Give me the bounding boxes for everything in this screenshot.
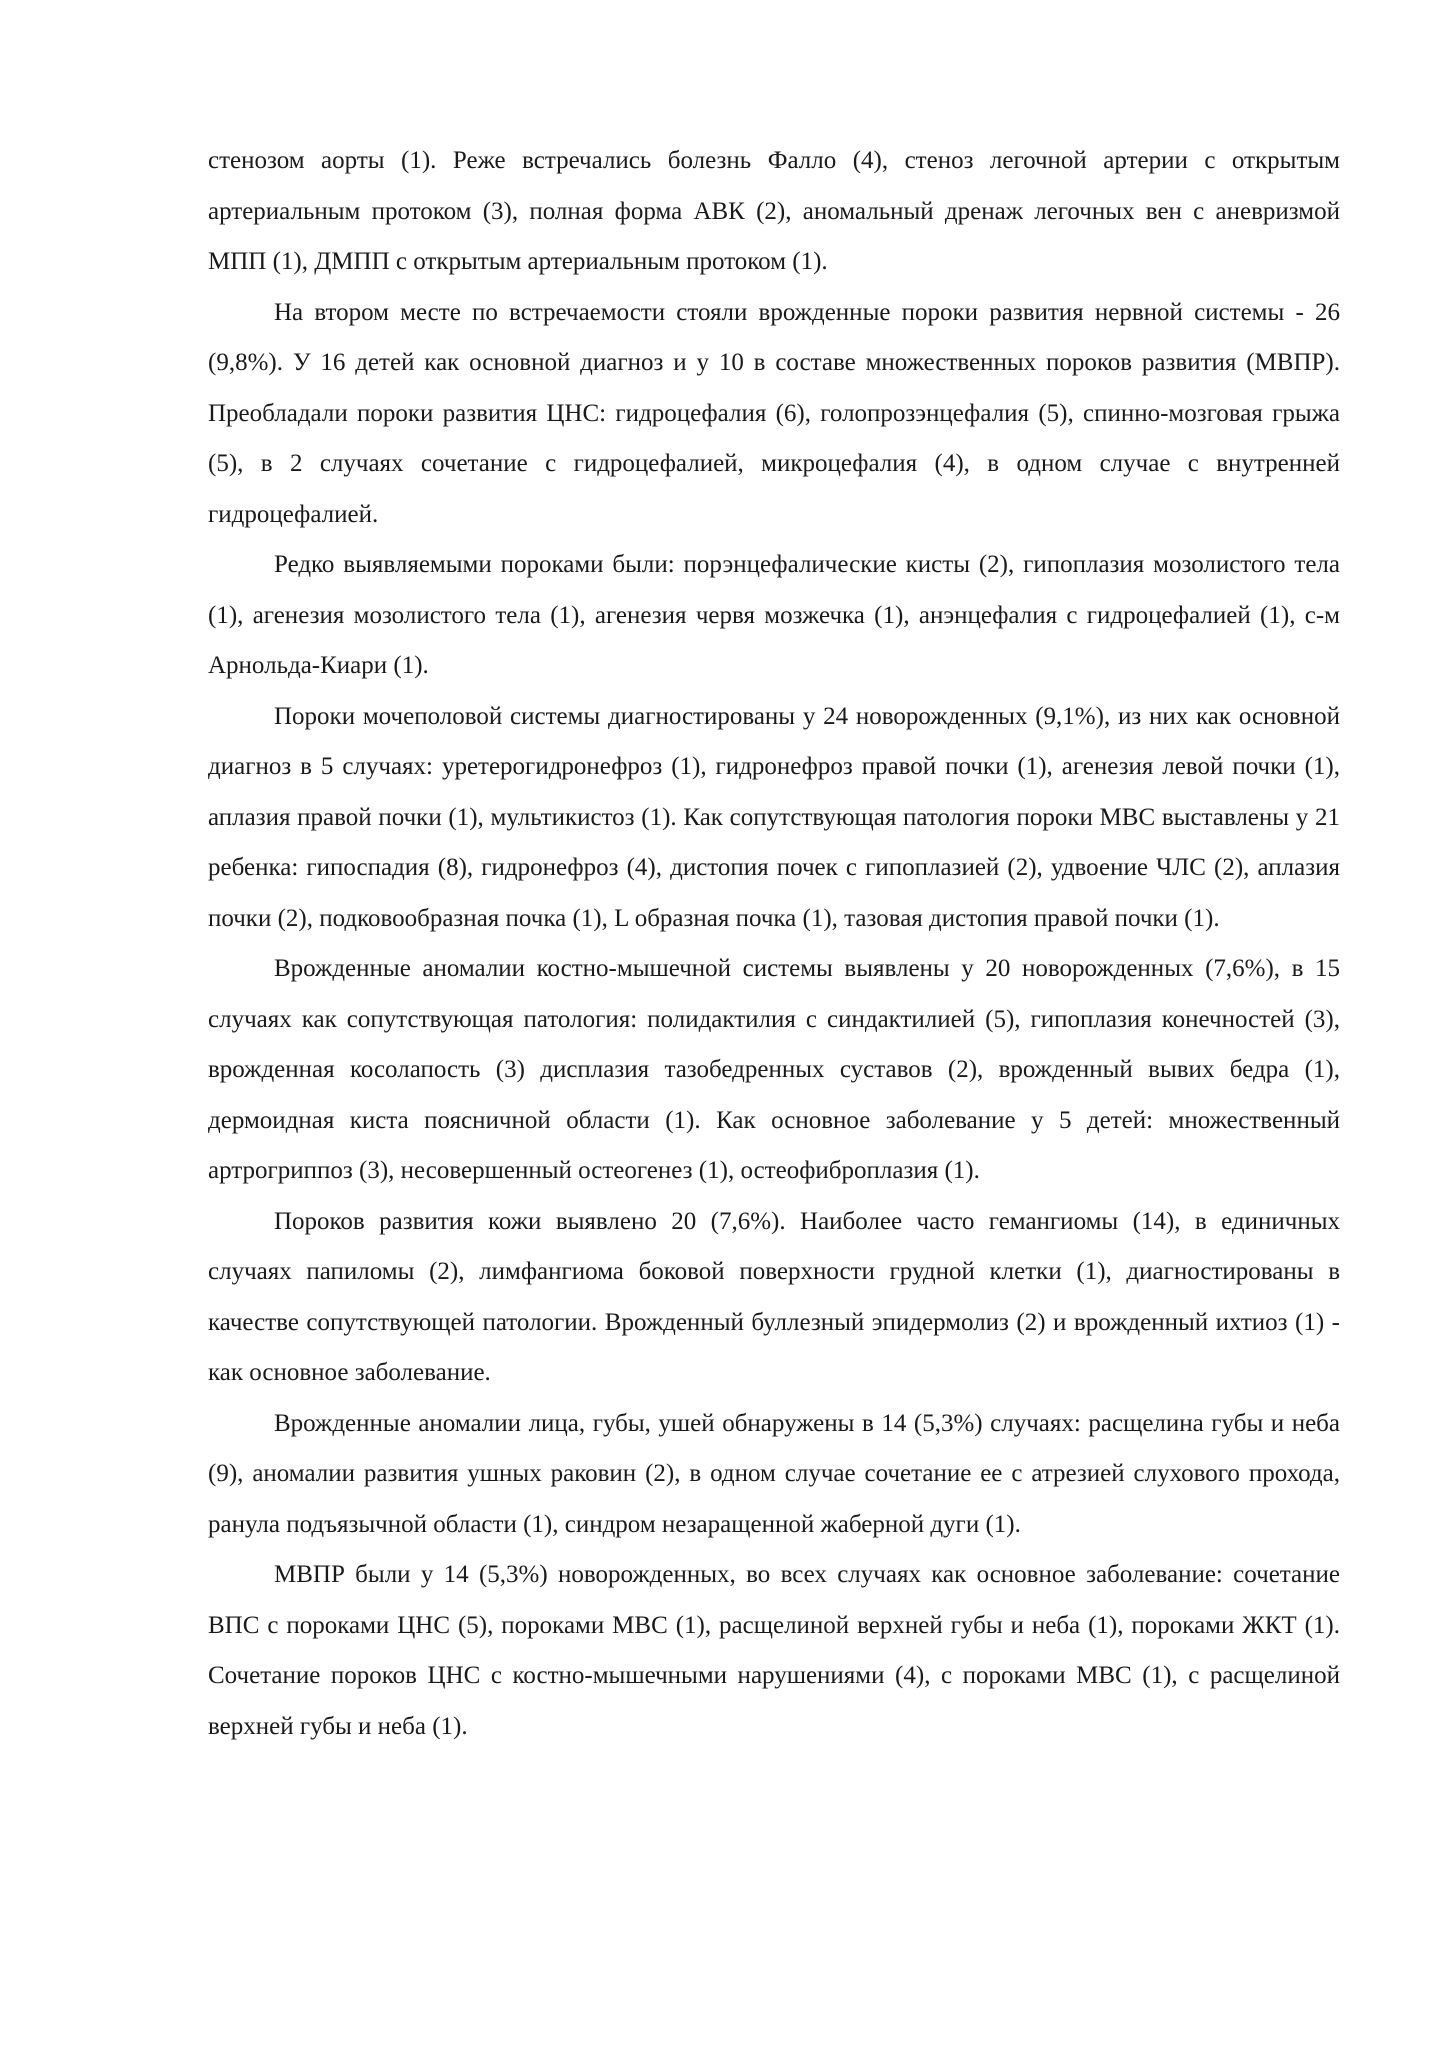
paragraph-multiple-defects: МВПР были у 14 (5,3%) новорожденных, во всех случаях как основное заболевание: сочетание ВПС с пороками ЦНС (5), пороками МВС (1), расщелиной верхней губы и неба (1), пороками ЖКТ (1). Сочетание пороков ЦНС с костно-мышечными нарушениями (4), с пороками МВС (1), с расщелиной верхней губы и неба (1). (208, 1561, 1340, 1740)
paragraph-musculoskeletal-system: Врожденные аномалии костно-мышечной системы выявлены у 20 новорожденных (7,6%), в 15 случаях как сопутствующая патология: полидактилия с синдактилией (5), гипоплазия конечностей (3), врожденная косолапость (3) дисплазия тазобедренных суставов (2), врожденный вывих бедра (1), дермоидная киста поясничной области (1). Как основное заболевание у 5 детей: множественный артрогриппоз (3), несовершенный остеогенез (1), остеофиброплазия (1). (208, 955, 1340, 1184)
paragraph-nervous-system: На втором месте по встречаемости стояли врожденные пороки развития нервной системы - 26 (9,8%). У 16 детей как основной диагноз и у 10 в составе множественных пороков развития (МВПР). Преобладали пороки развития ЦНС: гидроцефалия (6), голопрозэнцефалия (5), спинно-мозговая грыжа (5), в 2 случаях сочетание с гидроцефалией, микроцефалия (4), в одном случае с внутренней гидроцефалией. (208, 298, 1340, 528)
paragraph-skin-defects: Пороков развития кожи выявлено 20 (7,6%). Наиболее часто гемангиомы (14), в единичных случаях папиломы (2), лимфангиома боковой поверхности грудной клетки (1), диагностированы в качестве сопутствующей патологии. Врожденный буллезный эпидермолиз (2) и врожденный ихтиоз (1) - как основное заболевание. (208, 1207, 1340, 1386)
paragraph-face-lip-ears: Врожденные аномалии лица, губы, ушей обнаружены в 14 (5,3%) случаях: расщелина губы и неба (9), аномалии развития ушных раковин (2), в одном случае сочетание ее с атрезией слухового прохода, ранула подъязычной области (1), синдром незаращенной жаберной дуги (1). (208, 1409, 1340, 1538)
paragraph-urogenital-system: Пороки мочеполовой системы диагностированы у 24 новорожденных (9,1%), из них как основной диагноз в 5 случаях: уретерогидронефроз (1), гидронефроз правой почки (1), агенезия левой почки (1), аплазия правой почки (1), мультикистоз (1). Как сопутствующая патология пороки МВС выставлены у 21 ребенка: гипоспадия (8), гидронефроз (4), дистопия почек с гипоплазией (2), удвоение ЧЛС (2), аплазия почки (2), подковообразная почка (1), L образная почка (1), тазовая дистопия правой почки (1). (208, 702, 1340, 932)
paragraph-aortic-stenosis: стенозом аорты (1). Реже встречались болезнь Фалло (4), стеноз легочной артерии с открытым артериальным протоком (3), полная форма АВК (2), аномальный дренаж легочных вен с аневризмой МПП (1), ДМПП с открытым артериальным протоком (1). (208, 147, 1340, 275)
document-page (208, 136, 1340, 1752)
paragraph-rare-defects: Редко выявляемыми пороками были: порэнцефалические кисты (2), гипоплазия мозолистого тела (1), агенезия мозолистого тела (1), агенезия червя мозжечка (1), анэнцефалия с гидроцефалией (1), с-м Арнольда-Киари (1). (208, 551, 1340, 679)
